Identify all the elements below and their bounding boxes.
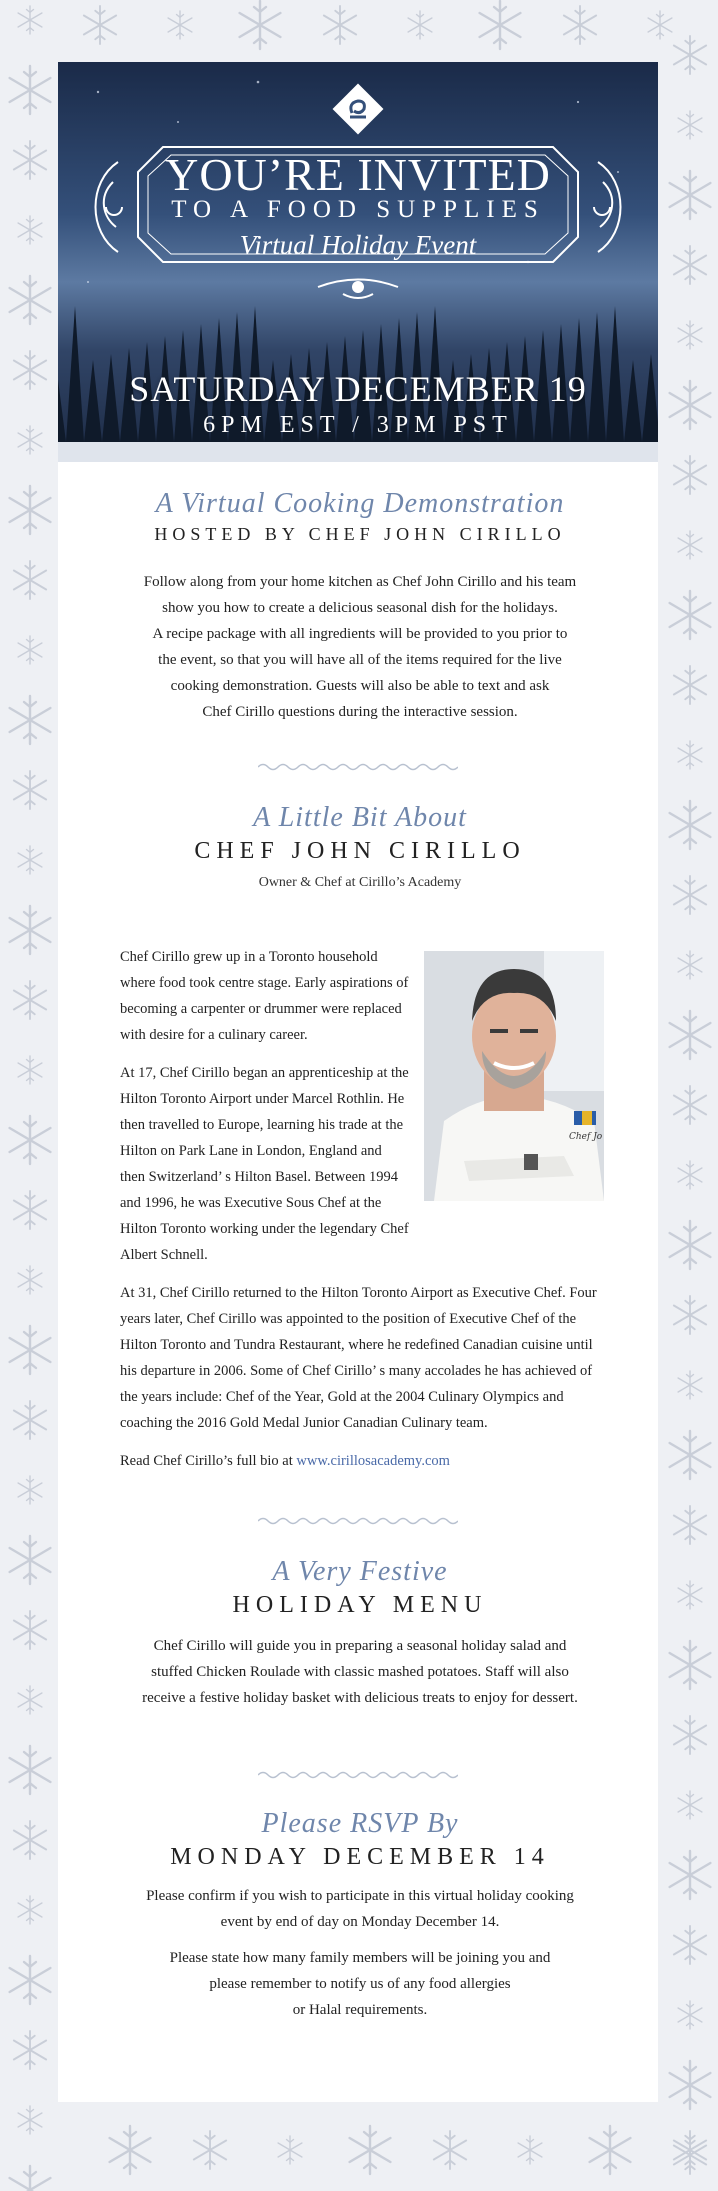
snowflake-icon	[674, 246, 706, 284]
snowflake-icon	[240, 1, 281, 49]
snowflake-icon	[670, 1431, 711, 1479]
snowflake-icon	[18, 1896, 42, 1924]
hero-script-line: Virtual Holiday Event	[239, 230, 477, 260]
snowflake-icon	[678, 1791, 702, 1819]
snowflake-icon	[10, 66, 51, 114]
demo-line: Follow along from your home kitchen as Chef John Cirillo and his team	[143, 574, 577, 590]
snowflake-icon	[678, 321, 702, 349]
demo-line: A recipe package with all ingredients will be provided to you prior to	[152, 626, 568, 642]
about-section	[110, 802, 610, 891]
rsvp-line: or Halal requirements.	[292, 2002, 428, 2018]
snowflake-icon	[18, 216, 42, 244]
rsvp-line: Please confirm if you wish to participate in this virtual holiday cooking	[146, 1888, 574, 1904]
demo-line: show you how to create a delicious seasonal dish for the holidays.	[162, 600, 558, 616]
snowflake-icon	[10, 696, 51, 744]
snowflake-icon	[14, 771, 46, 809]
snowflake-icon	[678, 1581, 702, 1609]
snowflake-icon	[18, 2106, 42, 2134]
snowflake-icon	[670, 1851, 711, 1899]
rsvp-line: event by end of day on Monday December 14.	[220, 1914, 500, 1930]
snowflake-icon	[674, 1926, 706, 1964]
snowflake-icon	[324, 6, 356, 44]
snowflake-icon	[10, 1116, 51, 1164]
snowflake-icon	[678, 2001, 702, 2029]
snowflake-icon	[670, 171, 711, 219]
snowflake-icon	[564, 6, 596, 44]
menu-script-heading: A Very Festive	[272, 1556, 448, 1587]
snowflake-icon	[14, 1191, 46, 1229]
hero-title: YOU’RE INVITED	[165, 149, 551, 200]
snowflake-icon	[434, 2131, 466, 2169]
snowflake-icon	[670, 381, 711, 429]
menu-line: Chef Cirillo will guide you in preparing a seasonal holiday salad and	[153, 1638, 567, 1654]
snowflake-icon	[10, 2166, 51, 2191]
divider	[258, 1516, 458, 1526]
snowflake-icon	[678, 111, 702, 139]
snowflake-icon	[674, 666, 706, 704]
snowflake-icon	[10, 1746, 51, 1794]
rsvp-line: please remember to notify us of any food allergies	[209, 1976, 511, 1992]
menu-section	[110, 1556, 610, 1711]
snowflake-icon	[18, 1056, 42, 1084]
divider	[258, 762, 458, 772]
snowflake-icon	[674, 36, 706, 74]
snowflake-icon	[678, 741, 702, 769]
demo-line: Chef Cirillo questions during the interactive session.	[202, 704, 518, 720]
snowflake-icon	[678, 1371, 702, 1399]
bio-paragraph-2: At 17, Chef Cirillo began an apprenticeship at the Hilton Toronto Airport under Marcel Rothlin. He then travelled to Europe, learning his trade at the Hilton on Park Lane in London, England and then Switzerland’ s Hilton Basel. Between 1994 and 1996, he was Executive Sous Chef at the Hilton Toronto working under the legendary Chef Albert Schnell.	[120, 1065, 409, 1263]
snowflake-icon	[648, 11, 672, 39]
snowflake-icon	[14, 141, 46, 179]
snowflake-icon	[480, 1, 521, 49]
snowflake-icon	[674, 1296, 706, 1334]
snowflake-icon	[14, 1821, 46, 1859]
snowflake-icon	[14, 1611, 46, 1649]
snowflake-icon	[10, 906, 51, 954]
about-caps-heading: CHEF JOHN CIRILLO	[194, 838, 526, 864]
snowflake-icon	[670, 591, 711, 639]
demo-description	[110, 569, 610, 725]
snowflake-icon	[408, 11, 432, 39]
demo-caps-heading: HOSTED BY CHEF JOHN CIRILLO	[154, 524, 566, 544]
snowflake-icon	[18, 6, 42, 34]
snowflake-icon	[674, 876, 706, 914]
snowflake-icon	[670, 1221, 711, 1269]
snowflake-icon	[10, 1326, 51, 1374]
menu-caps-heading: HOLIDAY MENU	[232, 1592, 488, 1618]
snowflake-icon	[350, 2126, 391, 2174]
snowflake-icon	[670, 2061, 711, 2109]
snowflake-icon	[18, 1686, 42, 1714]
rsvp-instructions	[110, 1883, 610, 1935]
hero-banner	[58, 62, 658, 462]
bio-read-more	[120, 1448, 612, 1474]
bio-paragraph-3: At 31, Chef Cirillo returned to the Hilton Toronto Airport as Executive Chef. Four years later, Chef Cirillo was appointed to the position of Executive Chef of the Hilton Toronto and Tundra Restaurant, where he redefined Canadian cuisine until his departure in 2006. Some of Chef Cirillo’ s many accolades he has achieved of the years include: Chef of the Year, Gold at the 2004 Culinary Olympics and coaching the 2016 Gold Medal Junior Canadian Culinary team.	[120, 1285, 597, 1431]
jacket-text: Chef Jo	[569, 1132, 603, 1142]
hero-subtitle: TO A FOOD SUPPLIES	[171, 196, 545, 223]
snowflake-icon	[14, 351, 46, 389]
snowflake-icon	[590, 2126, 631, 2174]
snowflake-icon	[670, 801, 711, 849]
rsvp-script-heading: Please RSVP By	[261, 1808, 459, 1839]
snowflake-icon	[168, 11, 192, 39]
rsvp-caps-heading: MONDAY DECEMBER 14	[170, 1844, 550, 1870]
snowflake-icon	[278, 2136, 302, 2164]
snowflake-icon	[110, 2126, 151, 2174]
snowflake-icon	[18, 426, 42, 454]
snowflake-icon	[678, 1161, 702, 1189]
bio-link[interactable]: www.cirillosacademy.com	[296, 1453, 450, 1469]
snowflake-icon	[18, 1476, 42, 1504]
snowflake-icon	[678, 531, 702, 559]
demo-line: the event, so that you will have all of the items required for the live	[158, 652, 562, 668]
chef-bio	[120, 944, 612, 1486]
menu-line: receive a festive holiday basket with delicious treats to enjoy for dessert.	[142, 1690, 578, 1706]
snowflake-icon	[10, 276, 51, 324]
snowflake-icon	[674, 2131, 706, 2169]
demo-script-heading: A Virtual Cooking Demonstration	[155, 488, 565, 519]
snowflake-icon	[674, 1506, 706, 1544]
snowflake-icon	[194, 2131, 226, 2169]
rsvp-notes	[110, 1945, 610, 2023]
bio-paragraph-1: Chef Cirillo grew up in a Toronto household where food took centre stage. Early aspirations of becoming a carpenter or drummer were replaced with desire for a culinary career.	[120, 949, 409, 1043]
divider	[258, 1770, 458, 1780]
menu-description	[110, 1633, 610, 1711]
snowflake-icon	[518, 2136, 542, 2164]
snowflake-icon	[674, 1716, 706, 1754]
rsvp-line: Please state how many family members will be joining you and	[169, 1950, 551, 1966]
snowflake-icon	[14, 981, 46, 1019]
event-date: SATURDAY DECEMBER 19	[129, 369, 587, 409]
snowflake-icon	[14, 1401, 46, 1439]
event-time: 6PM EST / 3PM PST	[203, 412, 513, 438]
logo-swan-icon	[333, 84, 384, 135]
rsvp-section	[110, 1808, 610, 2023]
snowflake-icon	[670, 1011, 711, 1059]
snowflake-icon	[10, 486, 51, 534]
snowflake-icon	[18, 636, 42, 664]
bio-read-prefix: Read Chef Cirillo’s full bio at	[120, 1453, 297, 1469]
snowflake-icon	[10, 1536, 51, 1584]
menu-line: stuffed Chicken Roulade with classic mashed potatoes. Staff will also	[151, 1664, 569, 1680]
snowflake-icon	[674, 456, 706, 494]
snowflake-icon	[18, 1266, 42, 1294]
snowflake-icon	[14, 561, 46, 599]
snowflake-icon	[674, 1086, 706, 1124]
snowflake-icon	[10, 1956, 51, 2004]
demo-line: cooking demonstration. Guests will also be able to text and ask	[170, 678, 550, 694]
snowflake-icon	[14, 2031, 46, 2069]
demo-section	[110, 488, 610, 725]
chef-role: Owner & Chef at Cirillo’s Academy	[258, 875, 462, 890]
about-script-heading: A Little Bit About	[253, 802, 467, 833]
snowflake-icon	[84, 6, 116, 44]
snowflake-icon	[18, 846, 42, 874]
snowflake-icon	[670, 1641, 711, 1689]
snowflake-icon	[678, 951, 702, 979]
